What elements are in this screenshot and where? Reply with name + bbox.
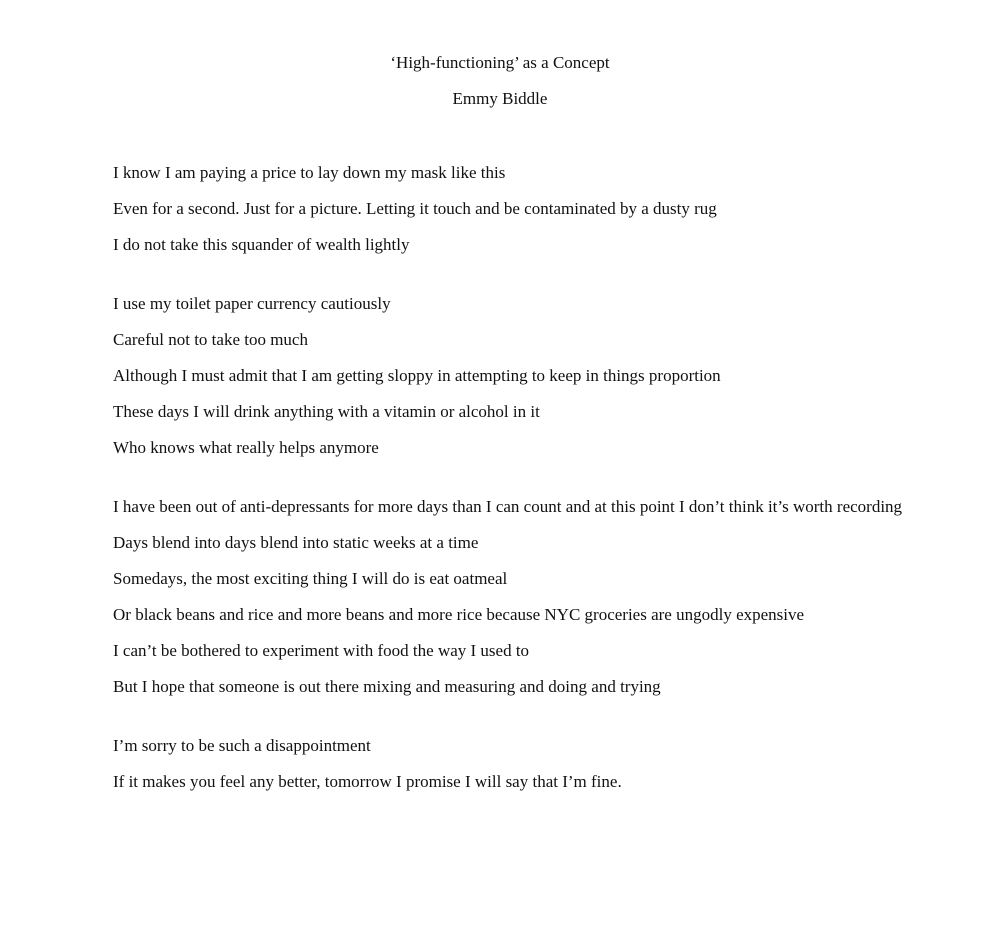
poem-author: Emmy Biddle: [452, 89, 548, 108]
poem-line: Somedays, the most exciting thing I will do is eat oatmeal: [113, 569, 508, 588]
poem-line: I use my toilet paper currency cautiously: [113, 294, 391, 313]
stanza: [113, 161, 913, 256]
poem-line: I do not take this squander of wealth lightly: [113, 235, 410, 254]
stanza: [113, 292, 913, 459]
poem-line: But I hope that someone is out there mixing and measuring and doing and trying: [113, 677, 661, 696]
poem-title: ‘High-functioning’ as a Concept: [390, 53, 610, 72]
poem-line: Careful not to take too much: [113, 330, 308, 349]
poem-line: I know I am paying a price to lay down my mask like this: [113, 163, 506, 182]
poem-line: Even for a second. Just for a picture. Letting it touch and be contaminated by a dusty rug: [113, 199, 717, 218]
poem-line: I can’t be bothered to experiment with food the way I used to: [113, 641, 530, 660]
poem-line: Although I must admit that I am getting sloppy in attempting to keep in things proportion: [113, 366, 721, 385]
stanza: [113, 495, 913, 698]
poem-line: Days blend into days blend into static weeks at a time: [113, 533, 479, 552]
poem-line: I’m sorry to be such a disappointment: [113, 736, 371, 755]
poem-line: Or black beans and rice and more beans and more rice because NYC groceries are ungodly expensive: [113, 605, 805, 624]
poem-line: I have been out of anti-depressants for more days than I can count and at this point I don’t think it’s worth recording: [113, 497, 903, 516]
poem-line: Who knows what really helps anymore: [113, 438, 379, 457]
stanza: [113, 734, 913, 793]
poem-body: [113, 161, 913, 829]
poem-line: These days I will drink anything with a vitamin or alcohol in it: [113, 402, 540, 421]
poem-line: If it makes you feel any better, tomorrow I promise I will say that I’m fine.: [113, 772, 622, 791]
